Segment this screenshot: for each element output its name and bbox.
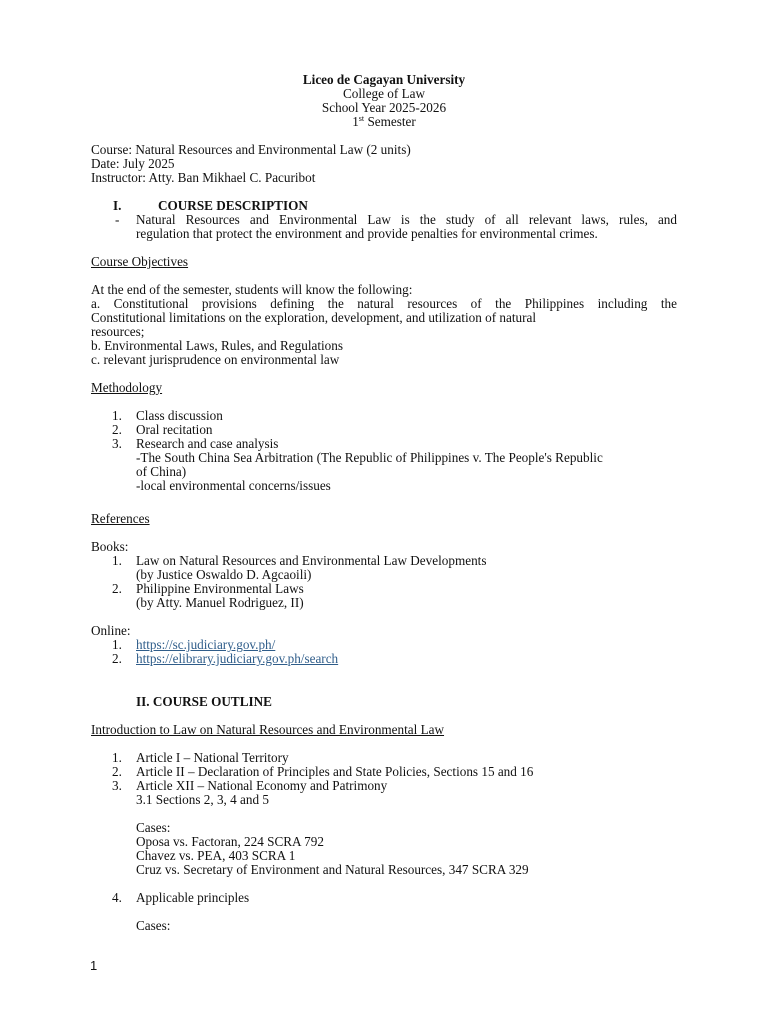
- methodology-item-3: Research and case analysis: [136, 436, 279, 451]
- article-sub-sections: 3.1 Sections 2, 3, 4 and 5: [136, 792, 269, 807]
- methodology-num-1: 1.: [112, 408, 122, 423]
- methodology-item-1: Class discussion: [136, 408, 223, 423]
- section-one-title: COURSE DESCRIPTION: [158, 198, 308, 213]
- date-line: Date: July 2025: [91, 156, 175, 171]
- article-num-2: 2.: [112, 764, 122, 779]
- article-item-2: Article II – Declaration of Principles and State Policies, Sections 15 and 16: [136, 764, 534, 779]
- section-one-numeral: I.: [113, 198, 122, 213]
- section-two-title: II. COURSE OUTLINE: [136, 694, 272, 709]
- university-name: Liceo de Cagayan University: [302, 72, 466, 87]
- college-name: College of Law: [342, 86, 426, 101]
- book-num-2: 2.: [112, 581, 122, 596]
- objectives-intro: At the end of the semester, students will know the following:: [91, 282, 413, 297]
- objectives-heading: Course Objectives: [91, 254, 189, 269]
- books-label: Books:: [91, 539, 129, 554]
- methodology-sub-1-line-2: of China): [136, 464, 187, 479]
- cases-label-2: Cases:: [136, 918, 171, 933]
- book-num-1: 1.: [112, 553, 122, 568]
- online-link-2[interactable]: https://elibrary.judiciary.gov.ph/search: [136, 651, 339, 666]
- objective-c: c. relevant jurisprudence on environmental law: [91, 352, 340, 367]
- article-num-1: 1.: [112, 750, 122, 765]
- page-number: 1: [90, 958, 98, 973]
- description-line-2: regulation that protect the environment and provide penalties for environmental crimes.: [136, 226, 598, 241]
- objective-a-line-3: resources;: [91, 324, 145, 339]
- methodology-num-3: 3.: [112, 436, 122, 451]
- references-heading: References: [91, 511, 150, 526]
- principles-item: Applicable principles: [136, 890, 250, 905]
- methodology-num-2: 2.: [112, 422, 122, 437]
- description-bullet: -: [115, 212, 120, 227]
- methodology-item-2: Oral recitation: [136, 422, 213, 437]
- school-year: School Year 2025-2026: [321, 100, 447, 115]
- semester-suffix: st: [358, 114, 365, 123]
- online-num-1: 1.: [112, 637, 122, 652]
- book-title-2: Philippine Environmental Laws: [136, 581, 304, 596]
- online-link-1[interactable]: https://sc.judiciary.gov.ph/: [136, 637, 276, 652]
- case-item-1: Oposa vs. Factoran, 224 SCRA 792: [136, 834, 324, 849]
- book-title-1: Law on Natural Resources and Environmental Law Developments: [136, 553, 487, 568]
- course-line: Course: Natural Resources and Environmental Law (2 units): [91, 142, 411, 157]
- methodology-sub-2: -local environmental concerns/issues: [136, 478, 331, 493]
- article-item-1: Article I – National Territory: [136, 750, 289, 765]
- methodology-sub-1-line-1: -The South China Sea Arbitration (The Republic of Philippines v. The People's Republic: [136, 450, 603, 465]
- case-item-2: Chavez vs. PEA, 403 SCRA 1: [136, 848, 296, 863]
- cases-label: Cases:: [136, 820, 171, 835]
- objective-b: b. Environmental Laws, Rules, and Regulations: [91, 338, 343, 353]
- description-line-1: Natural Resources and Environmental Law is the study of all relevant laws, rules, and: [136, 212, 677, 227]
- case-item-3: Cruz vs. Secretary of Environment and Natural Resources, 347 SCRA 329: [136, 862, 529, 877]
- principles-num: 4.: [112, 890, 122, 905]
- objective-a-line-1: a. Constitutional provisions defining the natural resources of the Philippines including the: [91, 296, 677, 311]
- objective-a-line-2: Constitutional limitations on the exploration, development, and utilization of natural: [91, 310, 536, 325]
- semester-word: Semester: [364, 114, 416, 129]
- instructor-line: Instructor: Atty. Ban Mikhael C. Pacuribot: [91, 170, 316, 185]
- book-author-1: (by Justice Oswaldo D. Agcaoili): [136, 567, 312, 582]
- article-num-3: 3.: [112, 778, 122, 793]
- intro-heading: Introduction to Law on Natural Resources and Environmental Law: [91, 722, 445, 737]
- online-label: Online:: [91, 623, 131, 638]
- article-item-3: Article XII – National Economy and Patrimony: [136, 778, 388, 793]
- semester-number: 1: [352, 114, 359, 129]
- book-author-2: (by Atty. Manuel Rodriguez, II): [136, 595, 304, 610]
- semester: [0, 115, 768, 129]
- online-num-2: 2.: [112, 651, 122, 666]
- methodology-heading: Methodology: [91, 380, 163, 395]
